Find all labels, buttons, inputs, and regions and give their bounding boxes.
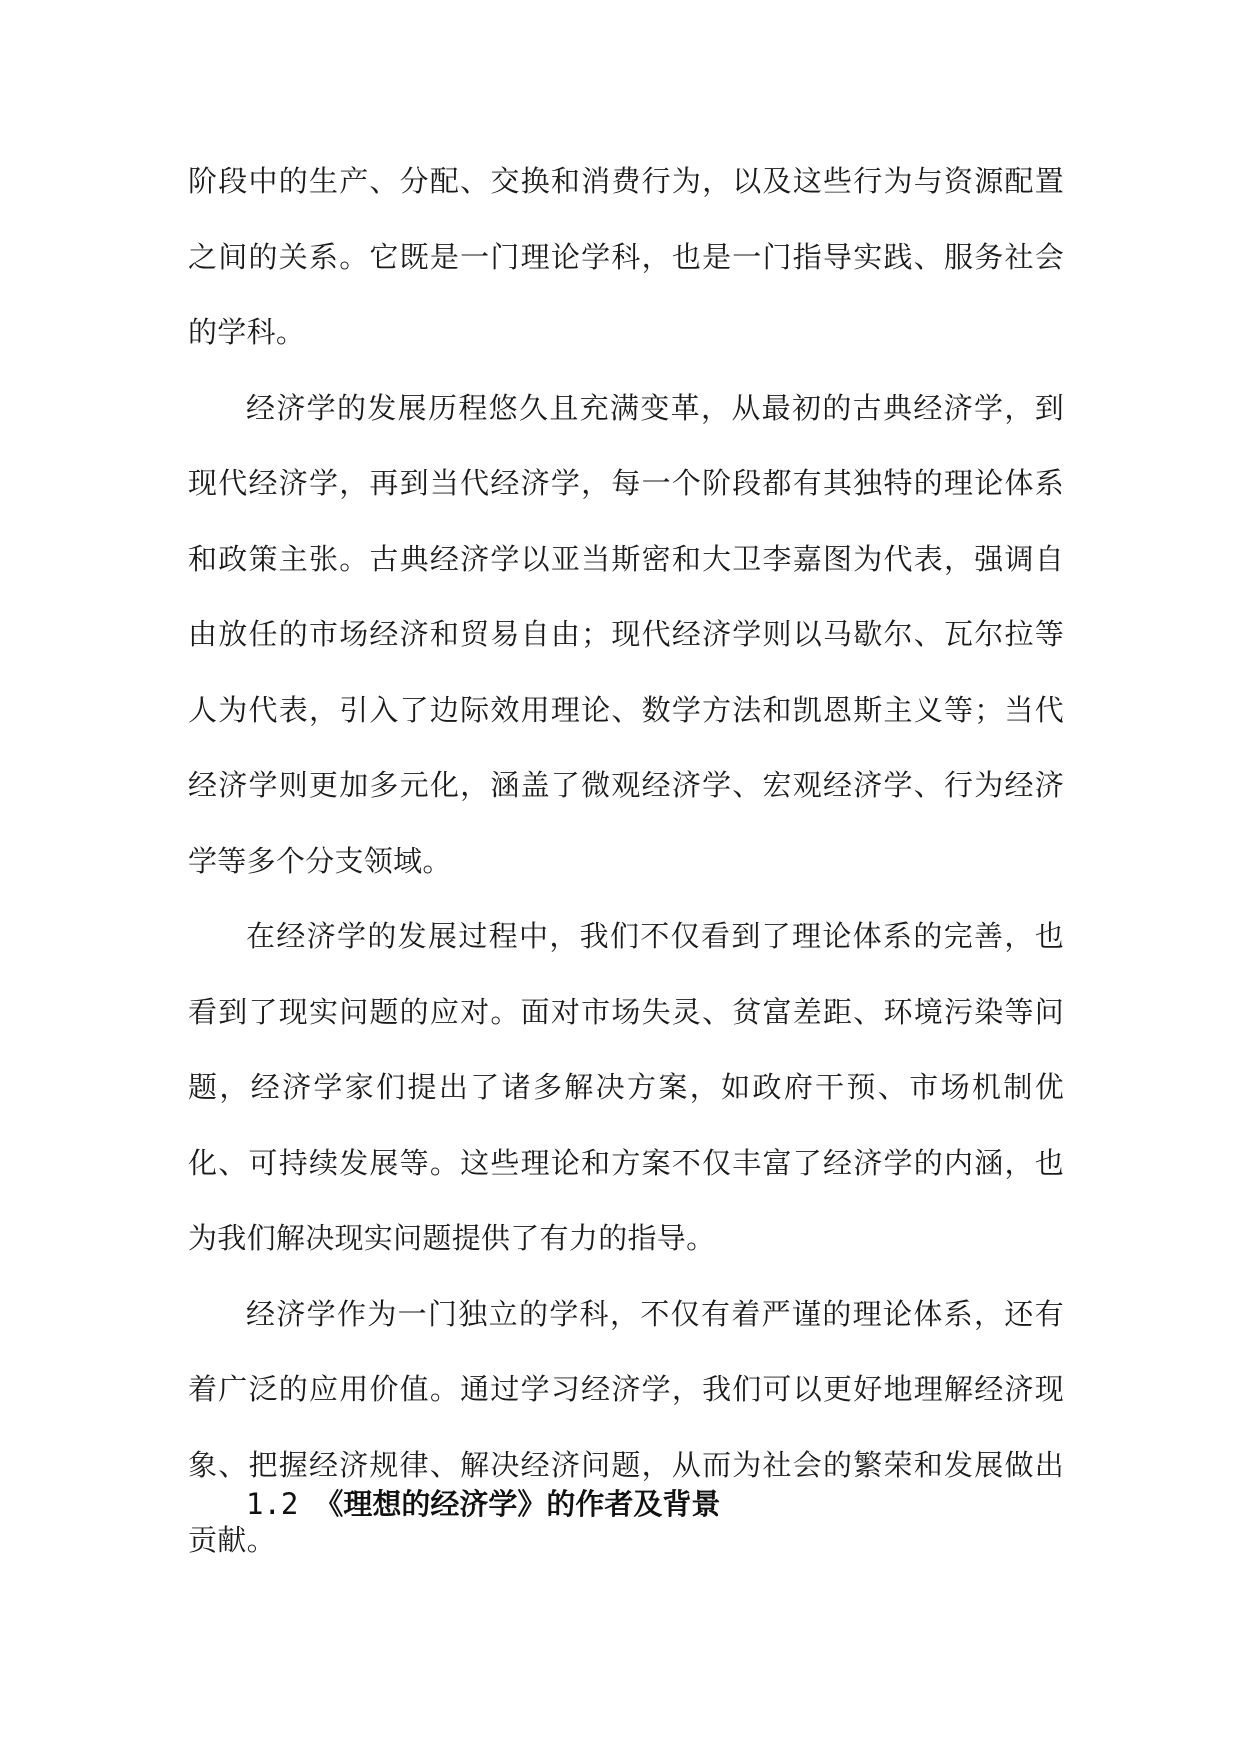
paragraph-history: 经济学的发展历程悠久且充满变革，从最初的古典经济学，到现代经济学，再到当代经济学，每一个阶段都有其独特的理论体系和政策主张。古典经济学以亚当斯密和大卫李嘉图为代表，强调自由放任的市场经济和贸易自由；现代经济学则以马歇尔、瓦尔拉等人为代表，引入了边际效用理论、数学方法和凯恩斯主义等；当代经济学则更加多元化，涵盖了微观经济学、宏观经济学、行为经济学等多个分支领域。: [188, 390, 1064, 878]
paragraph-continued: 阶段中的生产、分配、交换和消费行为，以及这些行为与资源配置之间的关系。它既是一门理论学科，也是一门指导实践、服务社会的学科。: [188, 164, 1064, 349]
document-body: [188, 144, 1064, 1579]
paragraph-value: 经济学作为一门独立的学科，不仅有着严谨的理论体系，还有着广泛的应用价值。通过学习经济学，我们可以更好地理解经济现象、把握经济规律、解决经济问题，从而为社会的繁荣和发展做出贡献。: [188, 1296, 1064, 1557]
section-heading: [246, 1484, 1064, 1524]
paragraph-problems: 在经济学的发展过程中，我们不仅看到了理论体系的完善，也看到了现实问题的应对。面对市场失灵、贫富差距、环境污染等问题，经济学家们提出了诸多解决方案，如政府干预、市场机制优化、可持续发展等。这些理论和方案不仅丰富了经济学的内涵，也为我们解决现实问题提供了有力的指导。: [188, 919, 1064, 1255]
section-title: 《理想的经济学》的作者及背景: [314, 1487, 721, 1521]
section-number: 1.2: [246, 1487, 299, 1521]
